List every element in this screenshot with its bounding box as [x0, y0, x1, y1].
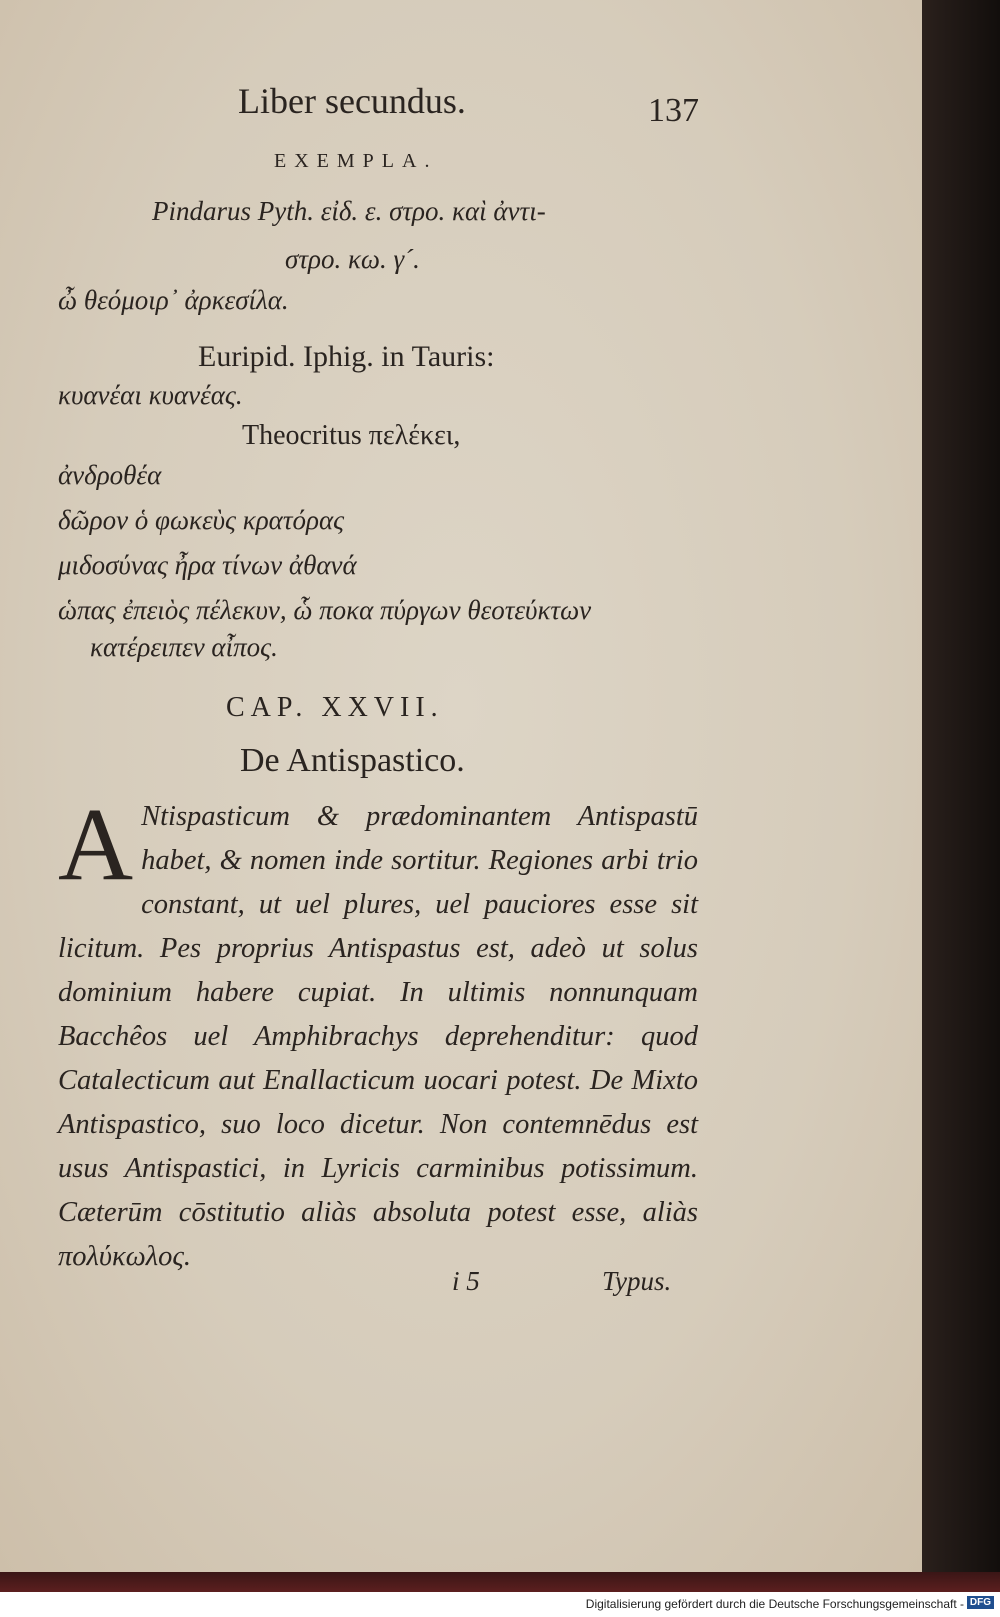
running-head: Liber secundus. — [238, 81, 466, 121]
chapter-body — [58, 787, 698, 1279]
footer-credit: Digitalisierung gefördert durch die Deutsche Forschungsgemeinschaft - — [585, 1597, 964, 1611]
drop-capital: A — [58, 787, 134, 902]
chapter-label: CAP. XXVII. — [226, 692, 444, 723]
example-line: ἀνδροθέα — [58, 460, 162, 490]
example-line: μιδοσύνας ἦρα τίνων ἀθανά — [58, 550, 357, 580]
exempla-heading: EXEMPLA. — [274, 150, 438, 172]
example-line: Euripid. Iphig. in Tauris: — [198, 340, 495, 373]
dfg-logo: DFG — [967, 1596, 994, 1609]
example-line: κατέρειπεν αἶπος. — [90, 632, 278, 662]
example-line: ὡπας ἐπειὸς πέλεκυν, ὧ ποκα πύργων θεοτεύκτων — [58, 595, 592, 625]
signature-mark: i 5 — [452, 1266, 480, 1296]
example-line: Theocritus πελέκει, — [242, 420, 461, 451]
example-line: κυανέαι κυανέας. — [58, 380, 243, 410]
example-line: ὦ θεόμοιρ᾽ ἀρκεσίλα. — [58, 285, 289, 315]
body-paragraph: Ntispasticum & prædominantem Antispastū habet, & nomen inde sortitur. Regiones arbi trio constant, ut uel plures, uel pauciores esse sit licitum. Pes proprius Antispastus est, adeò ut solus dominium habere cupiat. In ultimis nonnunquam Bacchêos uel Amphibrachys deprehenditur: quod Catalecticum aut Enallacticum uocari potest. De Mixto Antispastico, suo loco dicetur. Non contemnēdus est usus Antispastici, in Lyricis carminibus potissimum. Cæterūm cōstitutio aliàs absoluta potest esse, aliàs πολύκωλος. — [58, 801, 698, 1272]
example-line: στρο. κω. γ´. — [285, 244, 420, 274]
catchword: Typus. — [602, 1266, 672, 1296]
binding-band — [0, 1572, 1000, 1592]
page-number: 137 — [648, 92, 699, 129]
digitization-footer — [0, 1592, 1000, 1617]
chapter-title: De Antispastico. — [240, 742, 465, 779]
example-line: δῶρον ὁ φωκεὺς κρατόρας — [58, 505, 345, 535]
book-edge — [922, 0, 1000, 1572]
example-line: Pindarus Pyth. εἰδ. ε. στρο. καὶ ἀντι- — [152, 196, 546, 226]
